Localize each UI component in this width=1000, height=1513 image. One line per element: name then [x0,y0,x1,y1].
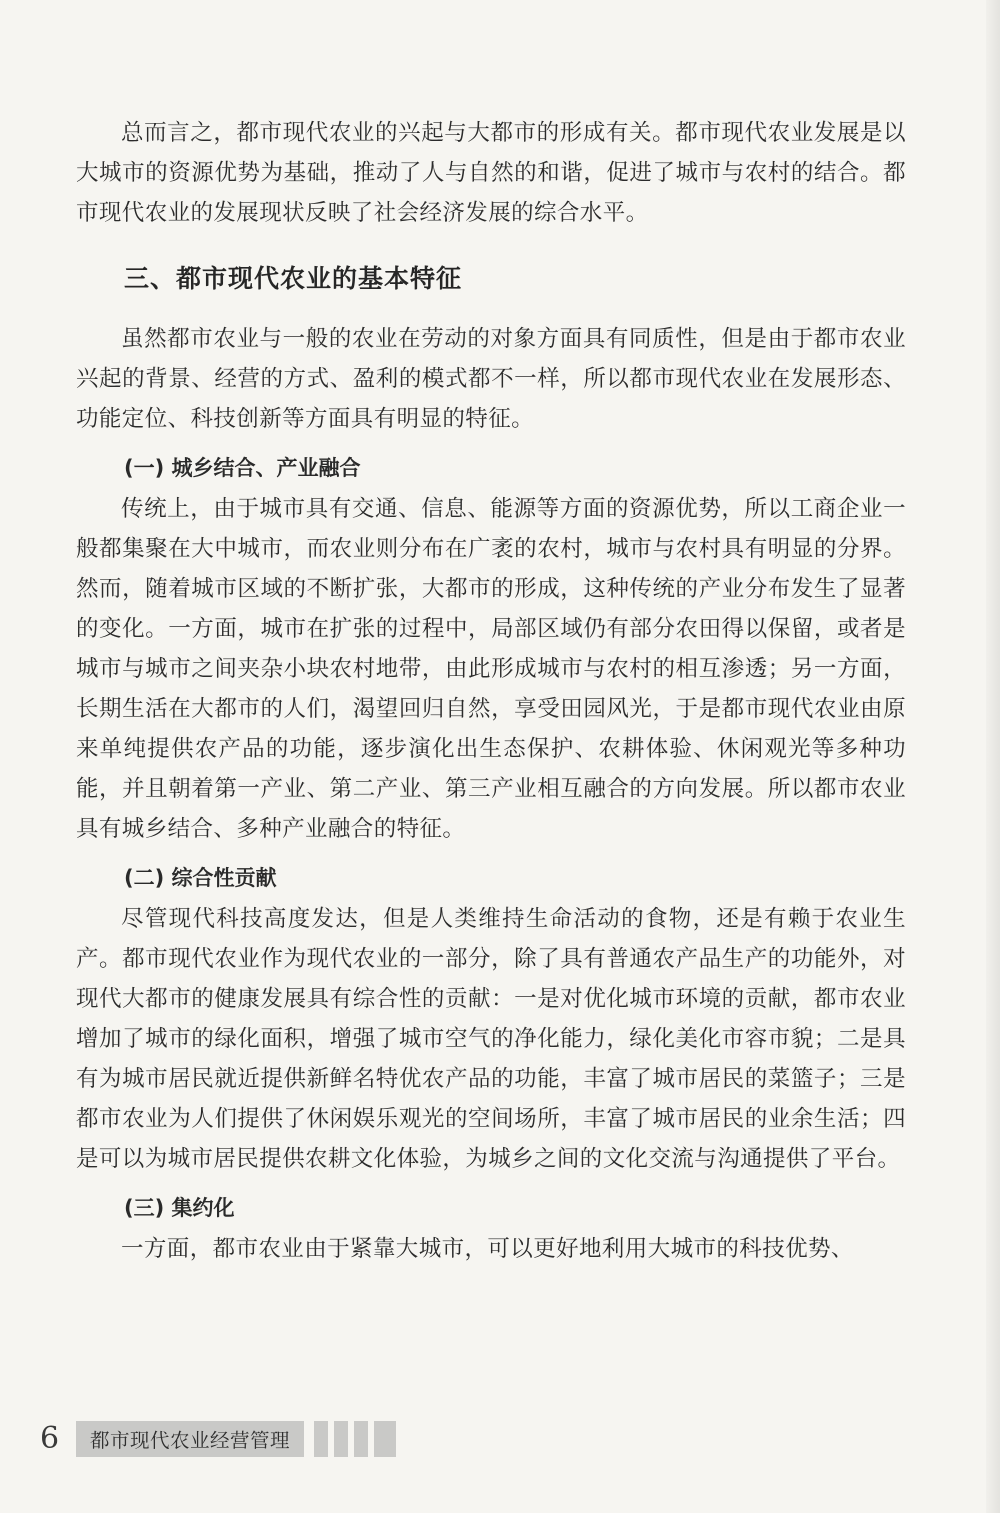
subsection-paragraph-2: 尽管现代科技高度发达，但是人类维持生命活动的食物，还是有赖于农业生产。都市现代农业作为现代农业的一部分，除了具有普通农产品生产的功能外，对现代大都市的健康发展具有综合性的贡献：一是对优化城市环境的贡献，都市农业增加了城市的绿化面积，增强了城市空气的净化能力，绿化美化市容市貌；二是具有为城市居民就近提供新鲜名特优农产品的功能，丰富了城市居民的菜篮子；三是都市农业为人们提供了休闲娱乐观光的空间场所，丰富了城市居民的业余生活；四是可以为城市居民提供农耕文化体验，为城乡之间的文化交流与沟通提供了平台。 [76,906,906,1172]
section-heading: 三、都市现代农业的基本特征 [124,264,463,293]
page-edge-shadow [986,0,1000,1513]
footer-bar [334,1421,348,1457]
footer-bar [374,1421,396,1457]
intro-paragraph: 总而言之，都市现代农业的兴起与大都市的形成有关。都市现代农业发展是以大城市的资源优势为基础，推动了人与自然的和谐，促进了城市与农村的结合。都市现代农业的发展现状反映了社会经济发展的综合水平。 [76,120,906,226]
footer-bar [314,1421,328,1457]
subsection-paragraph-3: 一方面，都市农业由于紧靠大城市，可以更好地利用大城市的科技优势、 [121,1236,854,1262]
page-content [76,113,906,1269]
page-footer [40,1418,396,1460]
section-intro-paragraph: 虽然都市农业与一般的农业在劳动的对象方面具有同质性，但是由于都市农业兴起的背景、经营的方式、盈利的模式都不一样，所以都市现代农业在发展形态、功能定位、科技创新等方面具有明显的特征。 [76,326,906,432]
subsection-heading-2: (二) 综合性贡献 [124,866,277,890]
book-title: 都市现代农业经营管理 [90,1429,291,1452]
subsection-heading-3: (三) 集约化 [124,1196,235,1220]
footer-bar [354,1421,368,1457]
page-number: 6 [40,1421,60,1456]
footer-decorative-bars [308,1421,396,1457]
subsection-paragraph-1: 传统上，由于城市具有交通、信息、能源等方面的资源优势，所以工商企业一般都集聚在大中城市，而农业则分布在广袤的农村，城市与农村具有明显的分界。然而，随着城市区域的不断扩张，大都市的形成，这种传统的产业分布发生了显著的变化。一方面，城市在扩张的过程中，局部区域仍有部分农田得以保留，或者是城市与城市之间夹杂小块农村地带，由此形成城市与农村的相互渗透；另一方面，长期生活在大都市的人们，渴望回归自然，享受田园风光，于是都市现代农业由原来单纯提供农产品的功能，逐步演化出生态保护、农耕体验、休闲观光等多种功能，并且朝着第一产业、第二产业、第三产业相互融合的方向发展。所以都市农业具有城乡结合、多种产业融合的特征。 [76,496,906,842]
footer-title-band [76,1421,304,1457]
subsection-heading-1: (一) 城乡结合、产业融合 [124,456,361,480]
